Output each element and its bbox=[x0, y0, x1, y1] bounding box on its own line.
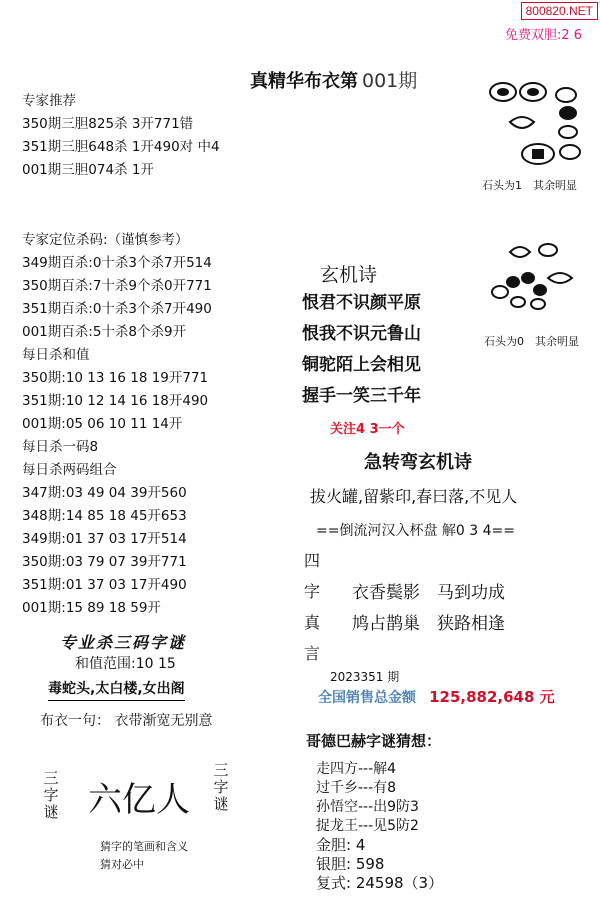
expert-heading: 专家推荐 bbox=[22, 93, 76, 109]
goethe-line: 走四方---解4 bbox=[316, 761, 397, 777]
jizhuan-heading: 急转弯玄机诗 bbox=[364, 452, 472, 473]
sum-range: 和值范围:10 15 bbox=[75, 656, 176, 672]
kill-line: 349期百杀:0十杀3个杀7开514 bbox=[22, 255, 212, 271]
two-heading: 每日杀两码组合 bbox=[22, 462, 117, 478]
goethe-heading: 哥德巴赫字谜猜想： bbox=[306, 732, 442, 750]
expert-block bbox=[22, 90, 220, 182]
sales-amount: 125,882,648 元 bbox=[429, 688, 555, 706]
sum-heading: 每日杀和值 bbox=[22, 347, 90, 363]
two-line: 349期:01 37 03 17开514 bbox=[22, 531, 187, 547]
sales-label: 全国销售总金额 bbox=[318, 690, 416, 706]
poem-line: 铜驼陌上会相见 bbox=[302, 355, 421, 375]
riddle-title: 专业杀三码字谜 bbox=[60, 633, 187, 652]
poem-line: 握手一笑三千年 bbox=[302, 386, 421, 406]
sum-line: 001期:05 06 10 11 14开 bbox=[22, 416, 183, 432]
sum-line: 351期:10 12 14 16 18开490 bbox=[22, 393, 209, 409]
xuanji-note: 关注4 3一个 bbox=[330, 422, 405, 437]
side-char: 字 bbox=[304, 582, 321, 601]
poem-line: 恨君不识颜平原 bbox=[302, 293, 421, 313]
three-word-left: 三字谜 bbox=[43, 769, 59, 821]
stone-note-1: 石头为1 其余明显 bbox=[482, 179, 577, 192]
stones-image-0 bbox=[488, 240, 583, 315]
sum-line: 350期:10 13 16 18 19开771 bbox=[22, 370, 209, 386]
side-char: 真 bbox=[304, 613, 321, 632]
two-line: 347期:03 49 04 39开560 bbox=[22, 485, 187, 501]
four-side bbox=[304, 545, 320, 669]
buyi-line: 布衣一句： 衣带渐宽无别意 bbox=[40, 713, 213, 729]
kill-line: 001期百杀:5十杀8个杀9开 bbox=[22, 324, 187, 340]
xuanji-poem bbox=[302, 288, 421, 412]
goethe-line: 过千乡---有8 bbox=[316, 780, 397, 796]
issue-number: 001期 bbox=[362, 70, 418, 92]
two-line: 001期:15 89 18 59开 bbox=[22, 600, 161, 616]
guess-note-1: 猜字的笔画和含义 bbox=[100, 840, 188, 853]
site-badge[interactable]: 800820.NET bbox=[521, 2, 598, 20]
kill-heading: 专家定位杀码:（谨慎参考） bbox=[22, 232, 189, 248]
stone-note-0: 石头为0 其余明显 bbox=[484, 335, 579, 348]
two-line: 350期:03 79 07 39开771 bbox=[22, 554, 187, 570]
jizhuan-line: 拔火罐,留紫印,春曰落,不见人 bbox=[310, 487, 518, 506]
three-word-right: 三字谜 bbox=[213, 761, 229, 813]
guess-note-2: 猜对必中 bbox=[100, 858, 144, 871]
big-word: 六亿人 bbox=[88, 780, 190, 820]
kill-line: 351期百杀:0十杀3个杀7开490 bbox=[22, 301, 212, 317]
goethe-line: 捉龙王---见5防2 bbox=[316, 818, 419, 834]
poem-line: 恨我不识元鲁山 bbox=[302, 324, 421, 344]
page-title bbox=[250, 66, 417, 93]
side-char: 四 bbox=[304, 551, 321, 570]
riddle-text: 毒蛇头,太白楼,女出阁 bbox=[48, 678, 185, 701]
xuanji-heading: 玄机诗 bbox=[320, 264, 378, 286]
daily-one-kill: 每日杀一码8 bbox=[22, 439, 99, 455]
goethe-line: 金胆: 4 bbox=[316, 836, 366, 854]
expert-line: 350期三胆825杀 3开771错 bbox=[22, 116, 194, 132]
stones-image-1 bbox=[488, 80, 588, 175]
two-line: 348期:14 85 18 45开653 bbox=[22, 508, 187, 524]
four-row-2: 鸠占鹊巢 狭路相逢 bbox=[352, 614, 505, 634]
free-pick: 免费双胆:2 6 bbox=[504, 28, 582, 43]
title-text: 真精华布衣第 bbox=[250, 71, 358, 92]
two-line: 351期:01 37 03 17开490 bbox=[22, 577, 187, 593]
four-row-1: 衣香鬓影 马到功成 bbox=[352, 583, 505, 603]
side-char: 言 bbox=[304, 644, 321, 663]
goethe-line: 孙悟空---出9防3 bbox=[316, 799, 419, 815]
goethe-line: 复式: 24598（3） bbox=[316, 874, 444, 892]
sales-issue: 2023351 期 bbox=[330, 670, 400, 684]
sales-row bbox=[318, 686, 555, 707]
goethe-list bbox=[316, 760, 443, 893]
jizhuan-answer: ==倒流河汉入杯盘 解0 3 4== bbox=[316, 523, 515, 539]
expert-line: 351期三胆648杀 1开490对 中4 bbox=[22, 139, 220, 155]
kill-block bbox=[22, 229, 212, 620]
goethe-line: 银胆: 598 bbox=[316, 855, 385, 873]
expert-line: 001期三胆074杀 1开 bbox=[22, 162, 154, 178]
kill-line: 350期百杀:7十杀9个杀0开771 bbox=[22, 278, 212, 294]
